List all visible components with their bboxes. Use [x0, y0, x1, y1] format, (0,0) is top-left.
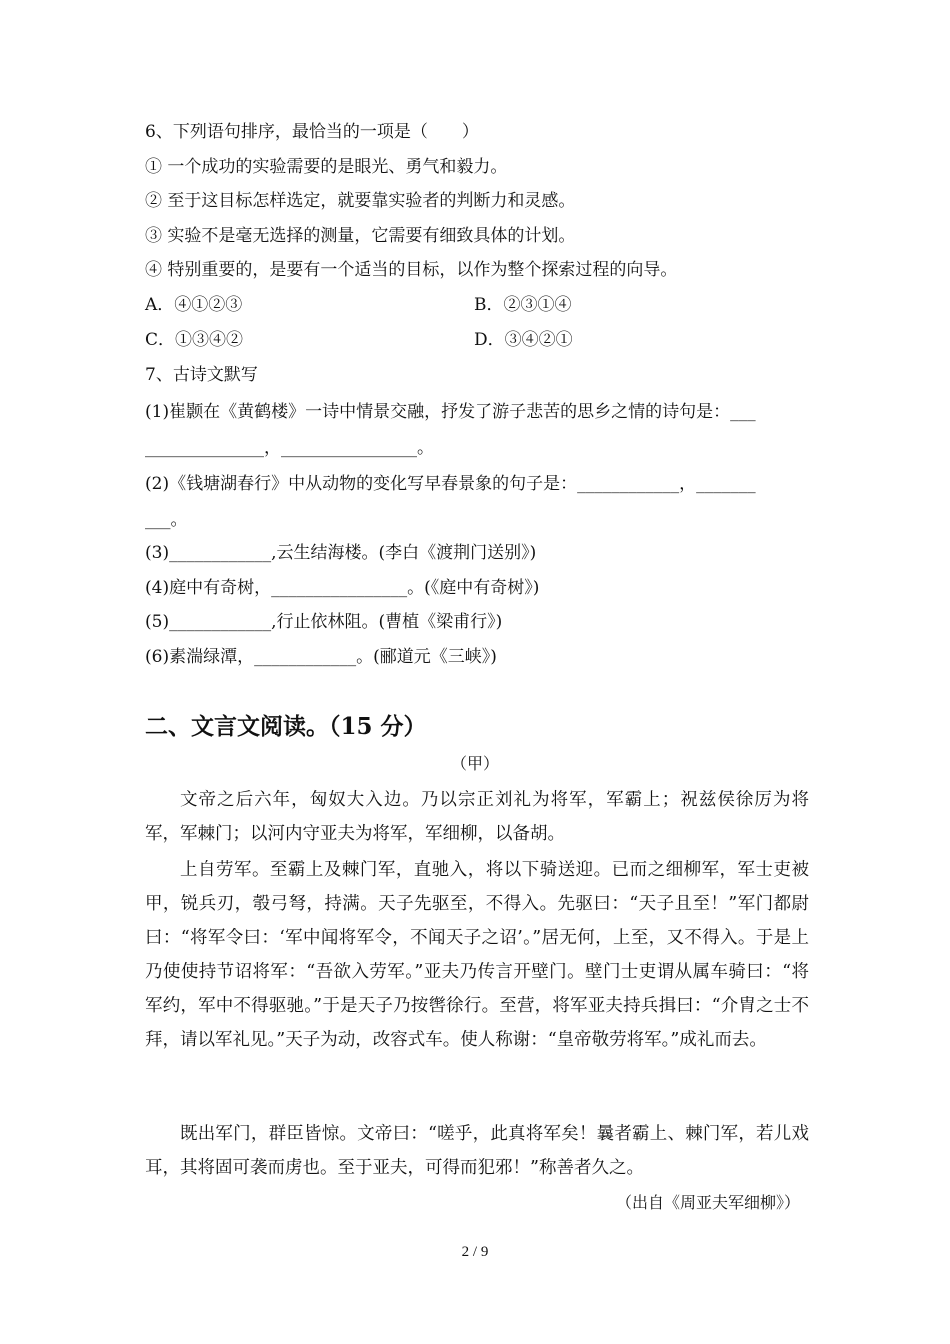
- q6-item-4: ④ 特别重要的，是要有一个适当的目标，以作为整个探索过程的向导。: [145, 260, 678, 280]
- passage-paragraph-2: 上自劳军。至霸上及棘门军，直驰入，将以下骑送迎。已而之细柳军，军士吏被甲，锐兵刃，彀弓弩，持满。天子先驱至，不得入。先驱曰：“天子且至！”军门都尉曰：“将军令曰：‘军中闻将军令，不闻天子之诏’。”居无何，上至，又不得入。于是上乃使使持节诏将军：“吾欲入劳军。”亚夫乃传言开壁门。壁门士吏谓从属车骑曰：“将军约，军中不得驱驰。”于是天子乃按辔徐行。至营，将军亚夫持兵揖曰：“介胄之士不拜，请以军礼见。”天子为动，改容式车。使人称谢：“皇帝敬劳将军。”成礼而去。: [145, 860, 809, 1050]
- section-title: 二、文言文阅读。（15 分）: [145, 713, 427, 740]
- q7-line-2: (2)《钱塘湖春行》中从动物的变化写早春景象的句子是：____________，_______: [145, 474, 756, 494]
- passage-paragraph-1: 文帝之后六年，匈奴大入边。乃以宗正刘礼为将军，军霸上；祝兹侯徐厉为将军，军棘门；以河内守亚夫为将军，军细柳，以备胡。: [145, 790, 809, 844]
- passage-source: （出自《周亚夫军细柳》）: [615, 1193, 800, 1212]
- q7-line-1b: ______________，________________。: [145, 438, 434, 458]
- q6-item-1: ① 一个成功的实验需要的是眼光、勇气和毅力。: [145, 157, 508, 177]
- q6-item-3: ③ 实验不是毫无选择的测量，它需要有细致具体的计划。: [145, 226, 576, 246]
- q7-line-3: (3)____________,云生结海楼。(李白《渡荆门送别》): [145, 543, 537, 563]
- section-subtitle: （甲）: [450, 754, 499, 773]
- q7-line-4: (4)庭中有奇树，________________。(《庭中有奇树》): [145, 578, 540, 598]
- q7-line-2b: ___。: [145, 510, 188, 530]
- q6-item-2: ② 至于这目标怎样选定，就要靠实验者的判断力和灵感。: [145, 191, 576, 211]
- q6-title: 6、下列语句排序，最恰当的一项是（ ）: [145, 122, 479, 142]
- passage-paragraph-3: 既出军门，群臣皆惊。文帝曰：“嗟乎，此真将军矣！曩者霸上、棘门军，若儿戏耳，其将固可袭而虏也。至于亚夫，可得而犯邪！”称善者久之。: [145, 1124, 809, 1178]
- page-number: 2 / 9: [461, 1244, 489, 1260]
- q7-title: 7、古诗文默写: [145, 365, 258, 385]
- q6-option-b: B．②③①④: [474, 295, 572, 315]
- q6-option-a: A．④①②③: [145, 295, 243, 315]
- q7-line-1: (1)崔颢在《黄鹤楼》一诗中情景交融，抒发了游子悲苦的思乡之情的诗句是：___: [145, 402, 756, 422]
- q7-line-6: (6)素湍绿潭，____________。(郦道元《三峡》): [145, 647, 497, 667]
- q6-option-d: D．③④②①: [474, 330, 573, 350]
- q7-line-5: (5)____________,行止依林阻。(曹植《梁甫行》): [145, 612, 503, 632]
- q6-option-c: C．①③④②: [145, 330, 244, 350]
